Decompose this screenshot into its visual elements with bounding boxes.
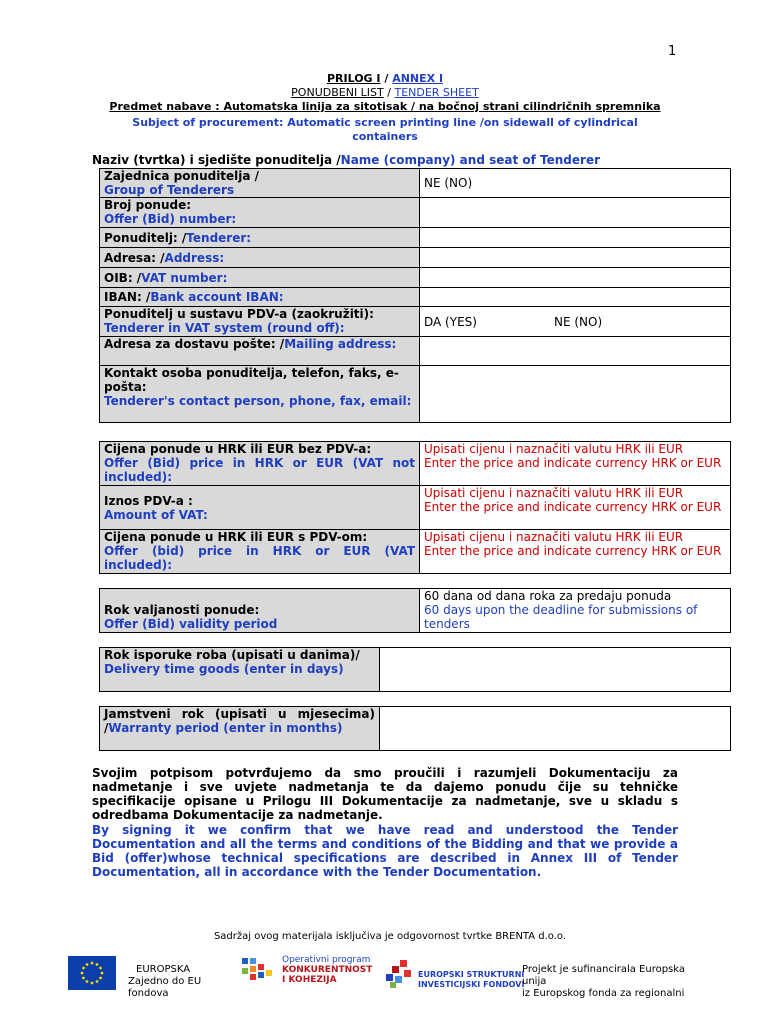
table-row: Cijena ponude u HRK ili EUR s PDV-om: Offer (bid) price in HRK or EUR (VAT included): Upisati cijenu i naznačiti valutu HRK ili EUR Enter the price and indicate currency HRK or EUR bbox=[100, 530, 731, 574]
subject-en: Subject of procurement: Automatic screen printing line /on sidewall of cylindrical containers bbox=[132, 116, 638, 143]
vat-system-choice[interactable] bbox=[420, 307, 731, 337]
sheet-title: PONUDBENI LIST / TENDER SHEET bbox=[291, 86, 479, 99]
price-without-vat-field[interactable]: Upisati cijenu i naznačiti valutu HRK ili EUR Enter the price and indicate currency HRK or EUR bbox=[420, 442, 731, 486]
annex-title-hr: PRILOG I bbox=[326, 72, 381, 85]
table-row: IBAN: /Bank account IBAN: bbox=[100, 288, 731, 307]
page-number: 1 bbox=[668, 44, 677, 59]
table-row: Adresa za dostavu pošte: /Mailing address: bbox=[100, 337, 731, 366]
subject-hr: Predmet nabave : Automatska linija za sitotisak / na bočnoj strani cilindričnih spremnika bbox=[109, 100, 661, 113]
price-with-vat-field[interactable]: Upisati cijenu i naznačiti valutu HRK ili EUR Enter the price and indicate currency HRK or EUR bbox=[420, 530, 731, 574]
table-row: OIB: /VAT number: bbox=[100, 268, 731, 288]
table-row: Rok valjanosti ponude: Offer (Bid) validity period 60 dana od dana roka za predaju ponuda 60 days upon the deadline for submissions of tenders bbox=[100, 589, 731, 633]
mailing-address-field[interactable] bbox=[420, 337, 731, 366]
contact-person-field[interactable] bbox=[420, 366, 731, 423]
row-label: Zajednica ponuditelja / Group of Tenderers bbox=[100, 169, 420, 198]
tenderer-heading: Naziv (tvrtka) i sjedište ponuditelja /Name (company) and seat of Tenderer bbox=[92, 153, 600, 167]
table-row: Rok isporuke roba (upisati u danima)/ Delivery time goods (enter in days) bbox=[100, 648, 731, 692]
validity-table bbox=[99, 588, 731, 633]
statement-en: By signing it we confirm that we have read and understood the Tender Documentation and all the terms and conditions of the Bidding and that we provide a Bid (offer)whose technical specifications are described in Annex III of Tender Documentation, all in accordance with the Tender Documentation. bbox=[92, 823, 678, 879]
tenderer-table bbox=[99, 168, 731, 423]
vat-number-field[interactable] bbox=[420, 268, 731, 288]
table-row: Jamstveni rok (upisati u mjesecima) /Warranty period (enter in months) bbox=[100, 707, 731, 751]
iban-field[interactable] bbox=[420, 288, 731, 307]
table-row: Kontakt osoba ponuditelja, telefon, faks, e-pošta: Tenderer's contact person, phone, fax, email: bbox=[100, 366, 731, 423]
eu-subtitle: Zajedno do EU fondova bbox=[128, 976, 202, 999]
vat-amount-field[interactable]: Upisati cijenu i naznačiti valutu HRK ili EUR Enter the price and indicate currency HRK or EUR bbox=[420, 486, 731, 530]
eu-label: EUROPSKA bbox=[136, 964, 191, 975]
table-row bbox=[100, 169, 731, 198]
esif-label: EUROPSKI STRUKTURNI INVESTICIJSKI FONDOVI bbox=[418, 970, 525, 989]
statement-hr: Svojim potpisom potvrđujemo da smo proučili i razumjeli Dokumentaciju za nadmetanje i sve uvjete nadmetanja te da dajemo ponudu čije su tehničke specifikacije opisane u Prilogu III Dokumentacije za nadmetanje, sve u skladu s odredbama Dokumentacije za nadmetanje. bbox=[92, 766, 678, 822]
cofinancing-note: Projekt je sufinancirala Europska unija iz Europskog fonda za regionalni bbox=[522, 964, 686, 998]
annex-title-en: ANNEX I bbox=[392, 72, 444, 85]
table-row: Adresa: /Address: bbox=[100, 248, 731, 268]
address-field[interactable] bbox=[420, 248, 731, 268]
warranty-period-field[interactable] bbox=[380, 707, 731, 751]
vat-yes-option[interactable]: DA (YES) bbox=[424, 314, 477, 329]
delivery-table bbox=[99, 647, 731, 692]
table-row: Ponuditelj u sustavu PDV-a (zaokružiti): Tenderer in VAT system (round off): DA (YES) NE (NO) bbox=[100, 307, 731, 337]
eu-flag-icon bbox=[68, 956, 116, 990]
table-row: Cijena ponude u HRK ili EUR bez PDV-a: Offer (Bid) price in HRK or EUR (VAT not included): Upisati cijenu i naznačiti valutu HRK ili EUR Enter the price and indicate currency HRK or EUR bbox=[100, 442, 731, 486]
warranty-table bbox=[99, 706, 731, 751]
op-label: Operativni program KONKURENTNOST I KOHEZIJA bbox=[282, 955, 373, 985]
vat-no-option[interactable]: NE (NO) bbox=[554, 314, 603, 329]
footer-disclaimer: Sadržaj ovog materijala isključiva je odgovornost tvrtke BRENTA d.o.o. bbox=[213, 931, 567, 942]
table-row: Ponuditelj: /Tenderer: bbox=[100, 228, 731, 248]
offer-number-field[interactable] bbox=[420, 198, 731, 228]
table-row: Broj ponude: Offer (Bid) number: bbox=[100, 198, 731, 228]
price-table bbox=[99, 441, 731, 574]
validity-value[interactable]: 60 dana od dana roka za predaju ponuda 60 days upon the deadline for submissions of tenders bbox=[420, 589, 731, 633]
tenderer-field[interactable] bbox=[420, 228, 731, 248]
delivery-time-field[interactable] bbox=[380, 648, 731, 692]
esif-logo-icon bbox=[382, 958, 418, 990]
op-logo-icon bbox=[240, 956, 280, 986]
group-of-tenderers-value[interactable]: NE (NO) bbox=[420, 169, 731, 198]
annex-title: PRILOG I / ANNEX I bbox=[326, 72, 444, 85]
table-row: Iznos PDV-a : Amount of VAT: Upisati cijenu i naznačiti valutu HRK ili EUR Enter the price and indicate currency HRK or EUR bbox=[100, 486, 731, 530]
